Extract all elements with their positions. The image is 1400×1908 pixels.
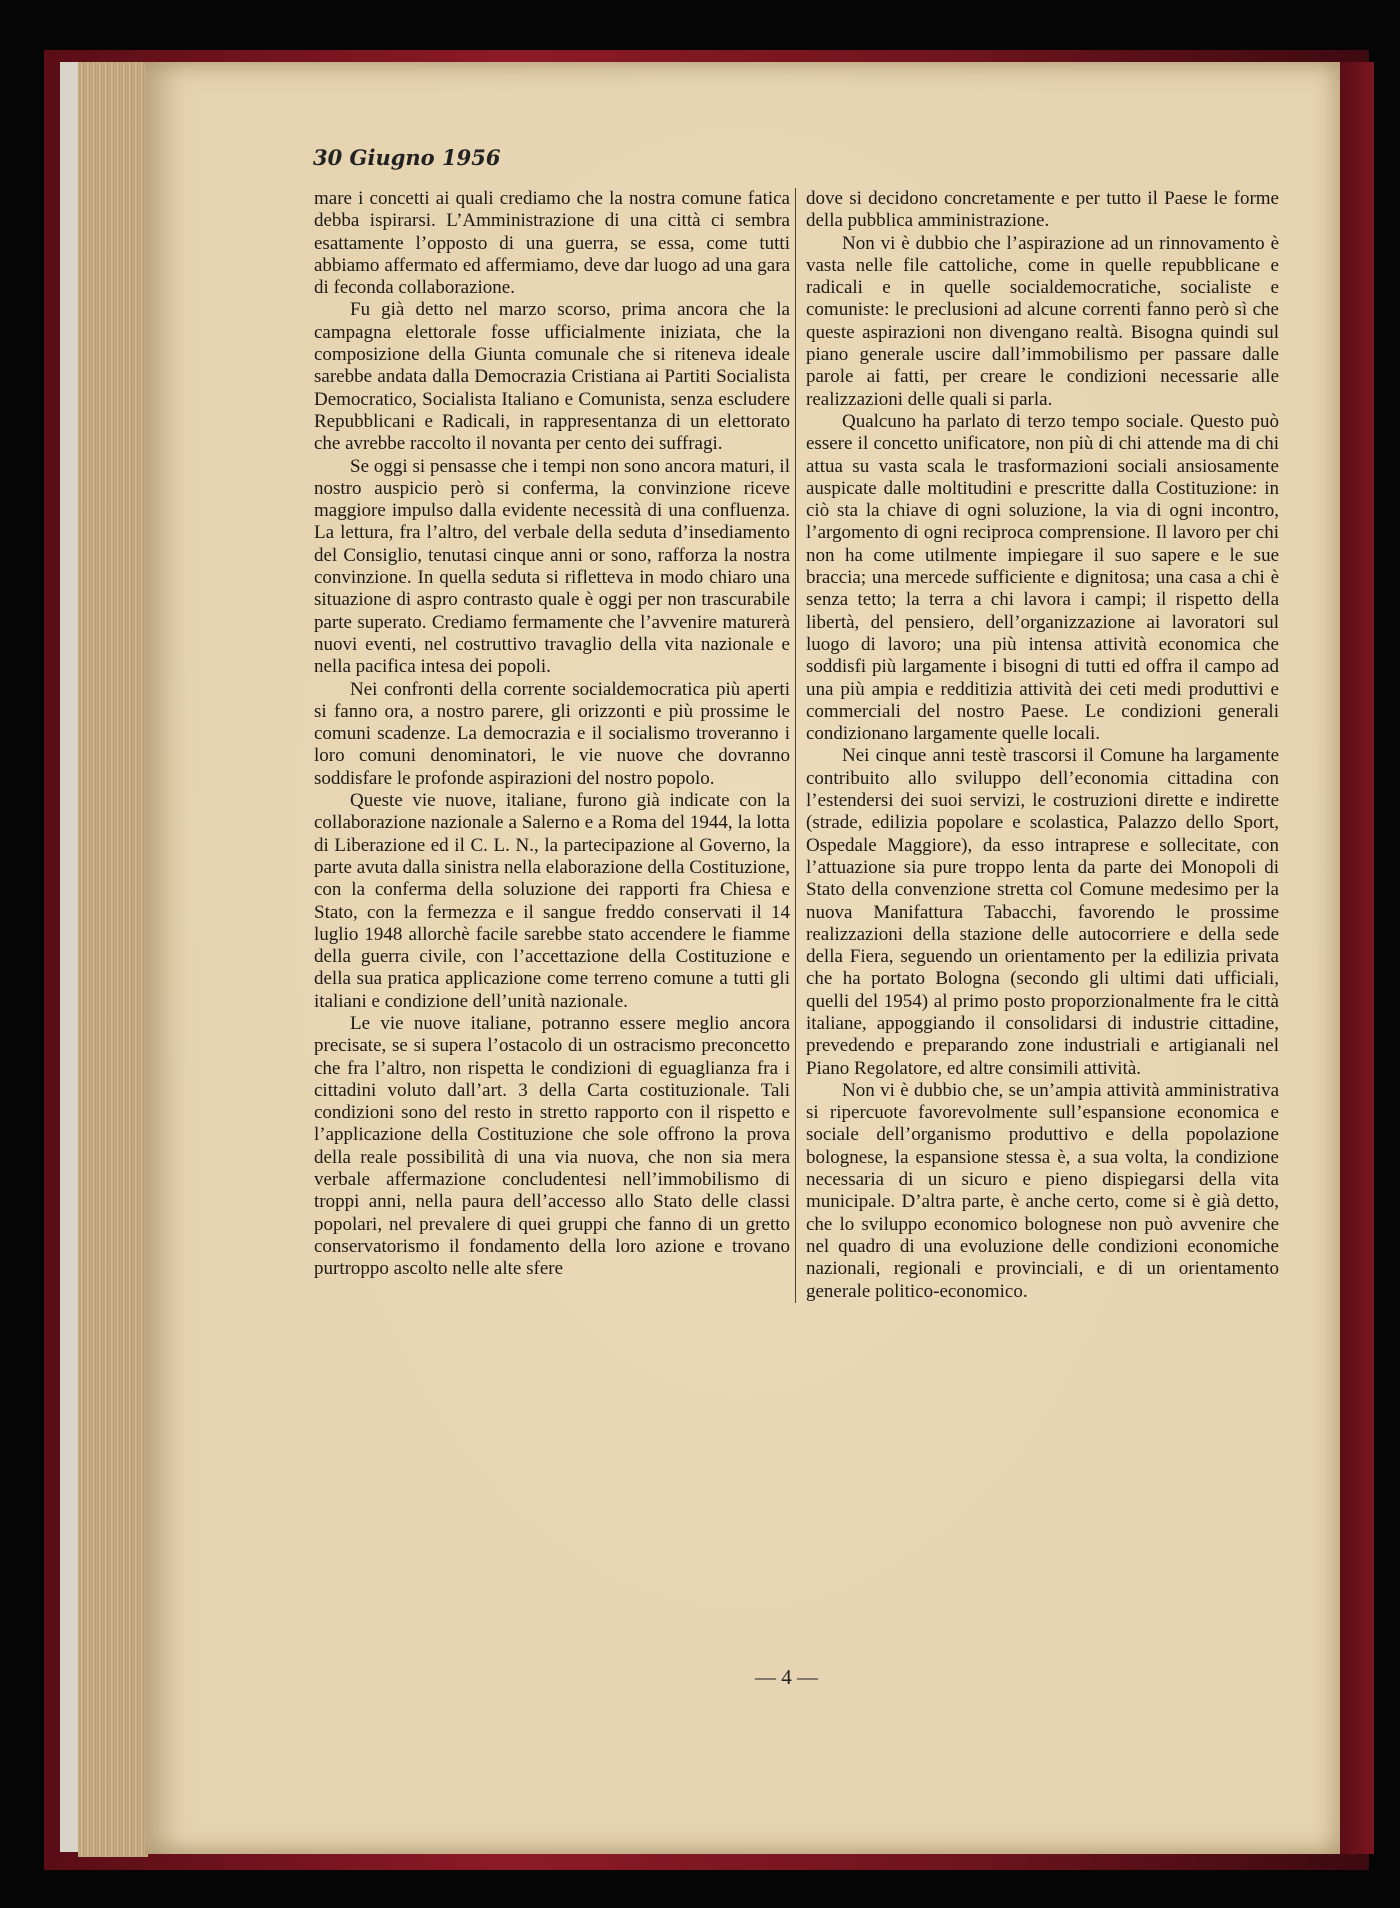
- paragraph: Nei confronti della corrente socialdemocratica più aperti si fanno ora, a nostro parere, gli orizzonti e più prossime le comuni scadenze. La democrazia e il socialismo troveranno i loro comuni denominatori, le vie nuove che dovranno soddisfare le profonde aspirazioni del nostro popolo.: [314, 678, 790, 789]
- paragraph: dove si decidono concretamente e per tutto il Paese le forme della pubblica amministrazione.: [806, 188, 1279, 232]
- text-column-right: [795, 188, 1279, 1303]
- page-stack-edge: [78, 62, 148, 1857]
- binding-right-edge: [1340, 62, 1374, 1854]
- paragraph: Queste vie nuove, italiane, furono già indicate con la collaborazione nazionale a Salerno e a Roma del 1944, la lotta di Liberazione ed il C. L. N., la partecipazione al Governo, la parte avuta dalla sinistra nella elaborazione della Costituzione, con la conferma della soluzione dei rapporti fra Chiesa e Stato, con la fermezza e il sangue freddo conservati il 14 luglio 1948 allorchè facile sarebbe stato accendere le fiamme della guerra civile, con l’accettazione della Costituzione e della sua pratica applicazione come terreno comune a tutti gli italiani e condizione dell’unità nazionale.: [314, 790, 790, 1012]
- paragraph: Non vi è dubbio che, se un’ampia attività amministrativa si ripercuote favorevolmente sull’espansione economica e sociale dell’organismo produttivo e della popolazione bolognese, la espansione stessa è, a sua volta, la condizione necessaria di un sicuro e pieno dispiegarsi della vita municipale. D’altra parte, è anche certo, come si è già detto, che lo sviluppo economico bolognese non può avvenire che nel quadro di una evoluzione delle condizioni economiche nazionali, regionali e provinciali, e di un orientamento generale politico-economico.: [806, 1079, 1279, 1302]
- cover-edge: [60, 62, 78, 1852]
- page-number: — 4 —: [755, 1665, 818, 1689]
- running-head: 30 Giugno 1956: [313, 145, 501, 170]
- text-column-left: [314, 188, 790, 1281]
- paragraph: mare i concetti ai quali crediamo che la nostra comune fatica debba ispirarsi. L’Amministrazione di una città ci sembra esattamente l’opposto di una guerra, se essa, come tutti abbiamo affermato ed affermiamo, deve dar luogo ad una gara di feconda collaborazione.: [314, 188, 790, 299]
- paragraph: Se oggi si pensasse che i tempi non sono ancora maturi, il nostro auspicio però si conferma, la convinzione riceve maggiore impulso dalla evidente necessità di una confluenza. La lettura, fra l’altro, del verbale della seduta d’insediamento del Consiglio, tenutasi cinque anni or sono, rafforza la nostra convinzione. In quella seduta si rifletteva in modo chiaro una situazione di aspro contrasto quale è oggi per non trascurabile parte superato. Crediamo fermamente che l’avvenire maturerà nuovi eventi, nel costruttivo travaglio della vita nazionale e nella pacifica intesa dei popoli.: [314, 455, 790, 678]
- paragraph: Fu già detto nel marzo scorso, prima ancora che la campagna elettorale fosse ufficialmente iniziata, che la composizione della Giunta comunale che si riteneva ideale sarebbe andata dalla Democrazia Cristiana ai Partiti Socialista Democratico, Socialista Italiano e Comunista, senza escludere Repubblicani e Radicali, in rappresentanza di un elettorato che avrebbe raccolto il novanta per cento dei suffragi.: [314, 299, 790, 455]
- paragraph: Qualcuno ha parlato di terzo tempo sociale. Questo può essere il concetto unificatore, non più di chi attende ma di chi attua su vasta scala le trasformazioni sociali ansiosamente auspicate dalle moltitudini e prescritte dalla Costituzione: in ciò sta la chiave di ogni soluzione, la via di ogni incontro, l’argomento di ogni reciproca comprensione. Il lavoro per chi non ha come utilmente impiegare il suo sapere e le sue braccia; una mercede sufficiente e dignitosa; una casa a chi è senza tetto; la terra a chi lavora i campi; il rispetto della libertà, del pensiero, dell’organizzazione ai lavoratori sul luogo di lavoro; una più intensa attività economica che soddisfi più largamente i bisogni di tutti ed offra il campo ad una più ampia e redditizia attività dei ceti medi produttivi e commerciali del nostro Paese. Le condizioni generali condizionano largamente quelle locali.: [806, 410, 1279, 745]
- paragraph: Nei cinque anni testè trascorsi il Comune ha largamente contribuito allo sviluppo dell’economia cittadina con l’estendersi dei suoi servizi, le costruzioni dirette e indirette (strade, edilizia popolare e scolastica, Palazzo dello Sport, Ospedale Maggiore), da esso intraprese e sollecitate, con l’attuazione sia pure troppo lenta da parte dei Monopoli di Stato della convenzione stretta col Comune medesimo per la nuova Manifattura Tabacchi, favorendo le prossime realizzazioni della stazione delle autocorriere e della sede della Fiera, seguendo un orientamento per la edilizia privata che ha portato Bologna (secondo gli ultimi dati ufficiali, quelli del 1954) al primo posto proporzionalmente fra le città italiane, appoggiando il consolidarsi di industrie cittadine, prevedendo e preparando zone industriali e artigianali nel Piano Regolatore, ed altre consimili attività.: [806, 745, 1279, 1079]
- paragraph: Le vie nuove italiane, potranno essere meglio ancora precisate, se si supera l’ostacolo di un ostracismo preconcetto che fra l’altro, non rispetta le condizioni di eguaglianza fra i cittadini voluto dall’art. 3 della Carta costituzionale. Tali condizioni sono del resto in stretto rapporto con il rispetto e l’applicazione della Costituzione che sole offrono la prova della reale possibilità di una via nuova, che non sia mera verbale affermazione concludentesi nell’immobilismo di troppi anni, nella paura dell’accesso allo Stato delle classi popolari, nel prevalere di quei gruppi che fanno di un gretto conservatorismo il fondamento della loro azione e trovano purtroppo ascolto nelle alte sfere: [314, 1012, 790, 1280]
- paragraph: Non vi è dubbio che l’aspirazione ad un rinnovamento è vasta nelle file cattoliche, come in quelle repubblicane e radicali e in quelle socialdemocratiche, socialiste e comuniste: le preclusioni ad alcune correnti fanno però sì che queste aspirazioni non divengano realtà. Bisogna quindi sul piano generale uscire dall’immobilismo per passare dalle parole ai fatti, per creare le condizioni necessarie alle realizzazioni delle quali si parla.: [806, 232, 1279, 410]
